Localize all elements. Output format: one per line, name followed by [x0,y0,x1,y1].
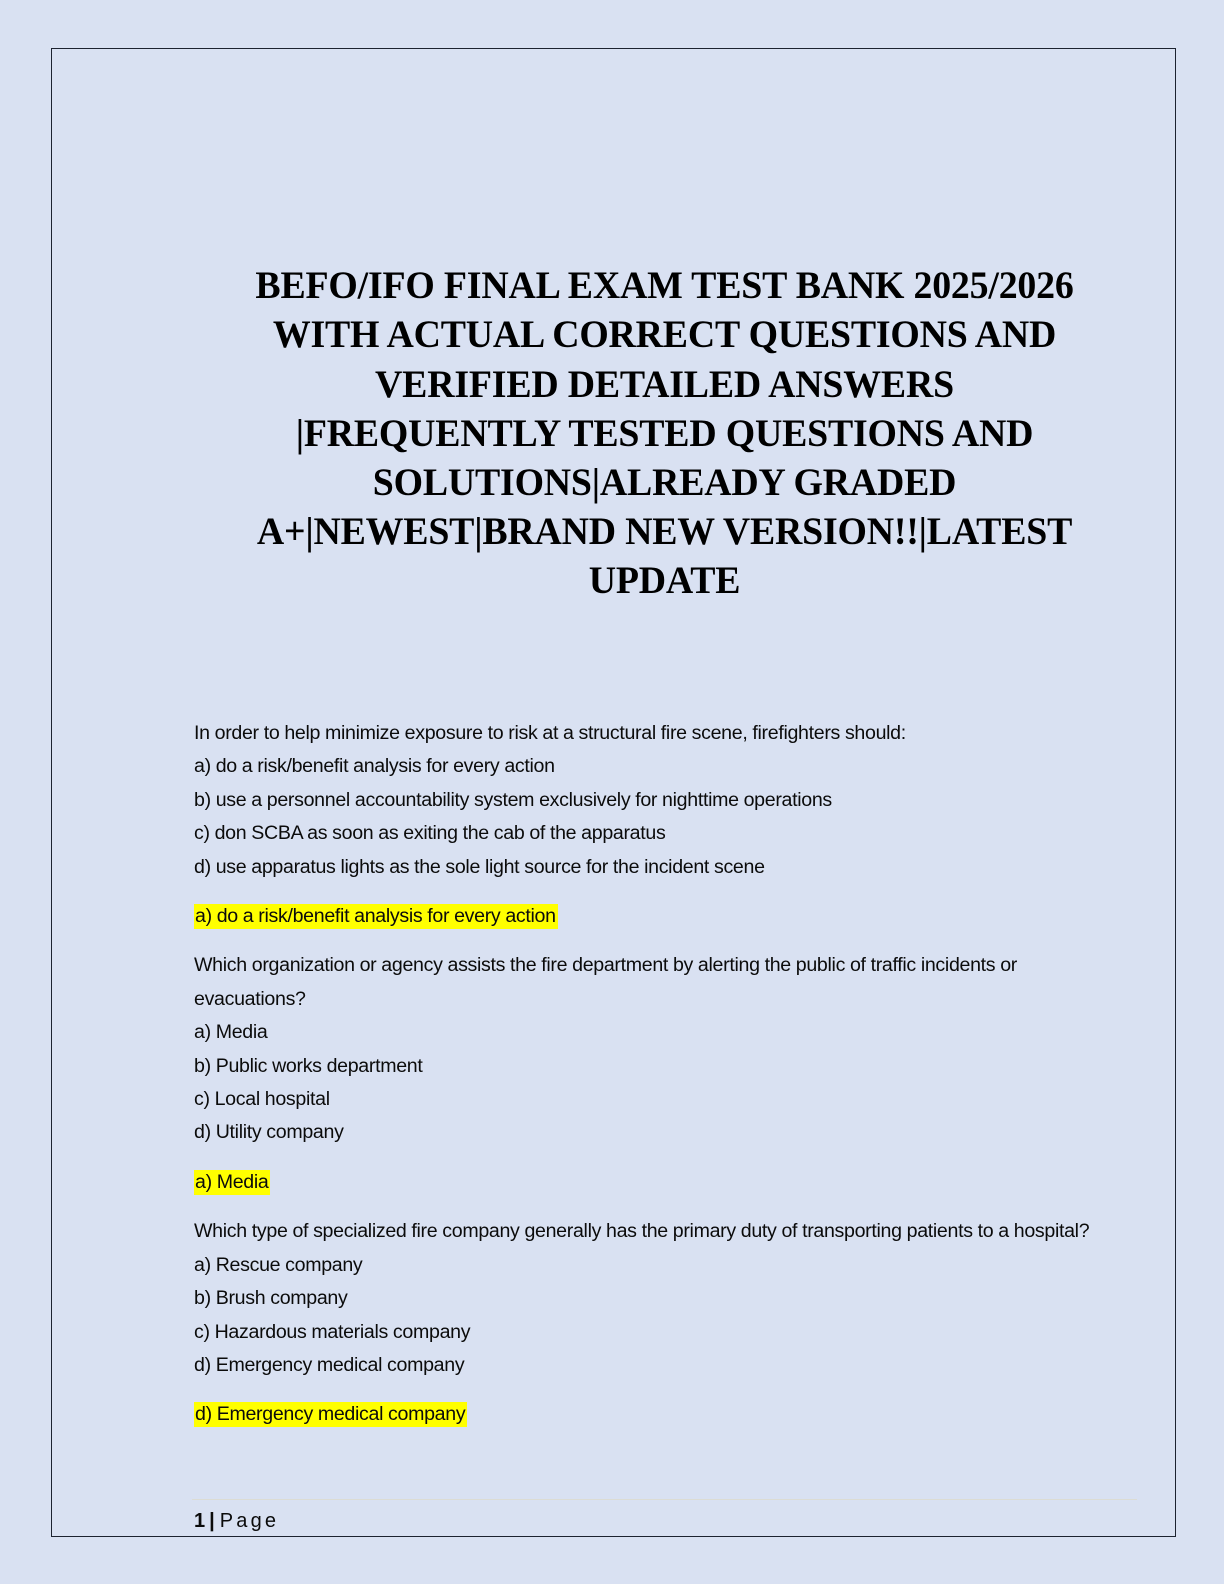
title-line-2: WITH ACTUAL CORRECT QUESTIONS AND [272,313,1057,357]
question-option-c[interactable]: c) Hazardous materials company [194,1320,471,1343]
question-option-a[interactable]: a) Media [194,1021,268,1044]
question-option-d[interactable]: d) Utility company [194,1121,344,1144]
footer-page-word: Page [219,1510,280,1532]
question-option-c[interactable]: c) Local hospital [194,1088,330,1111]
footer-divider [192,1499,1137,1500]
highlighted-answer: a) do a risk/benefit analysis for every action [195,905,556,928]
question-option-b[interactable]: b) use a personnel accountability system exclusively for nighttime operations [194,788,832,811]
title-line-3: VERIFIED DETAILED ANSWERS [375,362,954,406]
question-option-c[interactable]: c) don SCBA as soon as exiting the cab of the apparatus [194,822,666,845]
title-line-4: |FREQUENTLY TESTED QUESTIONS AND [295,411,1034,455]
question-stem: In order to help minimize exposure to risk at a structural fire scene, firefighters should: [194,722,906,744]
answer-row [194,1166,1110,1199]
question-option-b[interactable]: b) Brush company [194,1287,348,1310]
answer-row [194,1398,1110,1431]
question-stem: Which organization or agency assists the fire department by alerting the public of traffic incidents or evacuations? [194,954,1017,1010]
question-option-d[interactable]: d) use apparatus lights as the sole light source for the incident scene [194,855,765,878]
title-line-7: UPDATE [588,559,741,603]
highlighted-answer: d) Emergency medical company [195,1403,466,1426]
question-option-a[interactable]: a) do a risk/benefit analysis for every action [194,755,555,778]
question-option-b[interactable]: b) Public works department [194,1054,423,1077]
question-stem: Which type of specialized fire company generally has the primary duty of transporting patients to a hospital? [194,1220,1090,1243]
footer-separator: | [209,1510,215,1532]
highlighted-answer: a) Media [195,1170,269,1193]
exam-question-list [194,717,1110,1448]
document-page-frame [51,48,1176,1537]
question-block [194,717,1110,933]
page-footer [194,1510,279,1533]
question-block [194,949,1110,1199]
question-option-d[interactable]: d) Emergency medical company [194,1353,465,1376]
title-line-5: SOLUTIONS|ALREADY GRADED [372,460,957,504]
document-title [216,261,1113,605]
question-block [194,1215,1110,1431]
footer-page-number: 1 [194,1510,206,1532]
title-line-6: A+|NEWEST|BRAND NEW VERSION!!|LATEST [256,510,1073,554]
title-line-1: BEFO/IFO FINAL EXAM TEST BANK 2025/2026 [255,264,1074,308]
question-option-a[interactable]: a) Rescue company [194,1253,363,1276]
answer-row [194,900,1110,933]
